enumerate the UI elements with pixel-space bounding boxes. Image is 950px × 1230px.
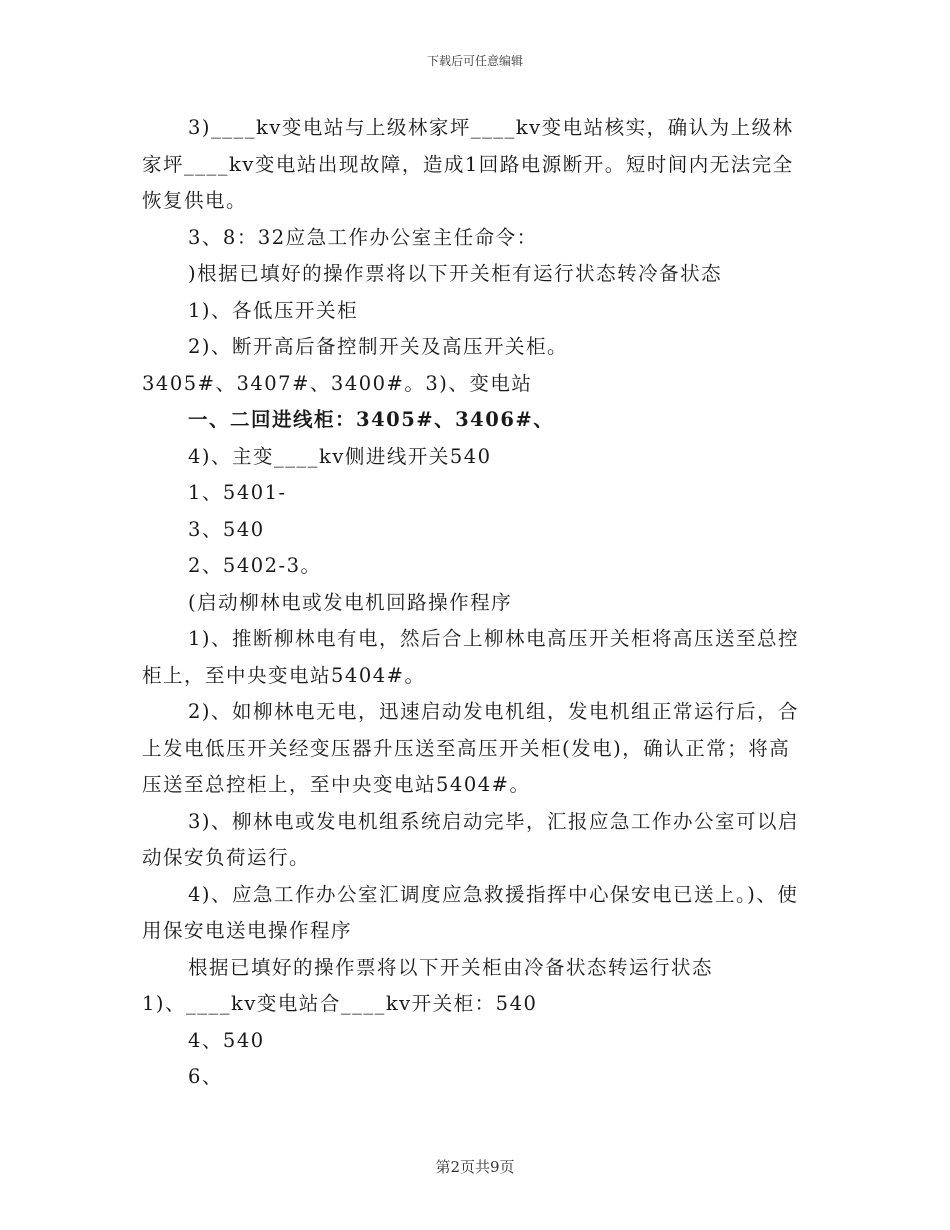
paragraph: 1、5401- [188, 481, 287, 504]
paragraph: 1)、推断柳林电有电，然后合上柳林电高压开关柜将高压送至总控柜上，至中央变电站5404#。 [142, 627, 800, 687]
paragraph: )根据已填好的操作票将以下开关柜有运行状态转冷备状态 [188, 262, 723, 285]
paragraph: 4)、应急工作办公室汇调度应急救援指挥中心保安电已送上。)、使用保安电送电操作程序 [142, 882, 799, 942]
paragraph: 3)、柳林电或发电机组系统启动完毕，汇报应急工作办公室可以启动保安负荷运行。 [142, 809, 800, 869]
paragraph: 3、8：32应急工作办公室主任命令： [188, 225, 538, 249]
paragraph: (启动柳林电或发电机回路操作程序 [188, 590, 513, 614]
paragraph: 2、5402-3。 [188, 554, 322, 577]
page-header: 下载后可任意编辑 [426, 54, 523, 68]
paragraph: 4、540 [188, 1028, 265, 1052]
paragraph: 2)、断开高后备控制开关及高压开关柜。 [188, 335, 569, 358]
paragraph: 根据已填好的操作票将以下开关柜由冷备状态转运行状态 [188, 955, 714, 979]
paragraph: 2)、如柳林电无电，迅速启动发电机组，发电机组正常运行后，合上发电低压开关经变压器升压送至高压开关柜(发电)，确认正常；将高压送至总控柜上，至中央变电站5404#。 [142, 700, 800, 796]
paragraph-bold: 一、二回进线柜：3405#、3406#、 [188, 408, 555, 431]
paragraph: 4)、主变____kv侧进线开关540 [188, 444, 492, 468]
page-number: 第2页共9页 [435, 1158, 515, 1176]
paragraph: 3405#、3407#、3400#。3)、变电站 [142, 371, 533, 395]
paragraph: 1)、各低压开关柜 [188, 298, 359, 322]
document-body [142, 110, 802, 1096]
paragraph: 3、540 [188, 517, 265, 541]
paragraph: 3)____kv变电站与上级林家坪____kv变电站核实，确认为上级林家坪____kv变电站出现故障，造成1回路电源断开。短时间内无法完全恢复供电。 [142, 116, 794, 212]
paragraph: 6、 [188, 1065, 223, 1088]
paragraph: 1)、____kv变电站合____kv开关柜：540 [142, 992, 538, 1015]
